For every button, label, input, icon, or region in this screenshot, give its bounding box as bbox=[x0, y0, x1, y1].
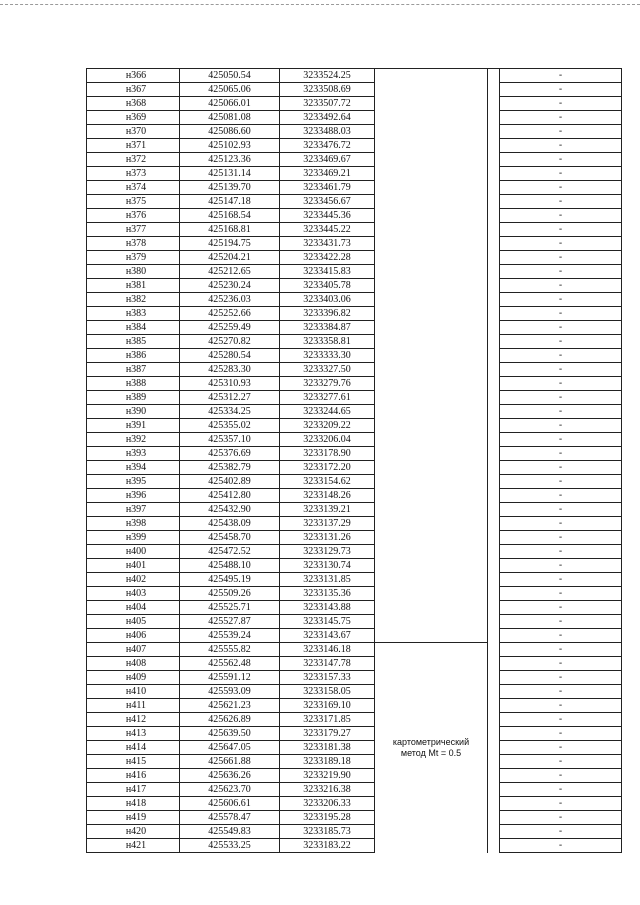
y-coordinate-cell: 3233461.79 bbox=[280, 181, 375, 195]
x-coordinate-cell: 425578.47 bbox=[180, 811, 280, 825]
x-coordinate-cell: 425458.70 bbox=[180, 531, 280, 545]
dash-cell: - bbox=[500, 755, 622, 769]
dash-cell: - bbox=[500, 251, 622, 265]
point-name-cell: н409 bbox=[87, 671, 180, 685]
point-name-cell: н395 bbox=[87, 475, 180, 489]
method-cell-empty bbox=[375, 69, 488, 643]
y-coordinate-cell: 3233431.73 bbox=[280, 237, 375, 251]
x-coordinate-cell: 425280.54 bbox=[180, 349, 280, 363]
table-row bbox=[87, 783, 622, 797]
dash-cell: - bbox=[500, 741, 622, 755]
x-coordinate-cell: 425086.60 bbox=[180, 125, 280, 139]
table-row bbox=[87, 83, 622, 97]
y-coordinate-cell: 3233145.75 bbox=[280, 615, 375, 629]
table-row bbox=[87, 727, 622, 741]
y-coordinate-cell: 3233178.90 bbox=[280, 447, 375, 461]
point-name-cell: н374 bbox=[87, 181, 180, 195]
point-name-cell: н418 bbox=[87, 797, 180, 811]
table-row bbox=[87, 517, 622, 531]
point-name-cell: н370 bbox=[87, 125, 180, 139]
point-name-cell: н386 bbox=[87, 349, 180, 363]
x-coordinate-cell: 425647.05 bbox=[180, 741, 280, 755]
x-coordinate-cell: 425139.70 bbox=[180, 181, 280, 195]
dash-cell: - bbox=[500, 545, 622, 559]
y-coordinate-cell: 3233219.90 bbox=[280, 769, 375, 783]
y-coordinate-cell: 3233524.25 bbox=[280, 69, 375, 83]
dash-cell: - bbox=[500, 349, 622, 363]
x-coordinate-cell: 425533.25 bbox=[180, 839, 280, 853]
dash-cell: - bbox=[500, 559, 622, 573]
x-coordinate-cell: 425252.66 bbox=[180, 307, 280, 321]
point-name-cell: н399 bbox=[87, 531, 180, 545]
x-coordinate-cell: 425310.93 bbox=[180, 377, 280, 391]
dash-cell: - bbox=[500, 125, 622, 139]
y-coordinate-cell: 3233137.29 bbox=[280, 517, 375, 531]
dash-cell: - bbox=[500, 615, 622, 629]
y-coordinate-cell: 3233333.30 bbox=[280, 349, 375, 363]
y-coordinate-cell: 3233507.72 bbox=[280, 97, 375, 111]
x-coordinate-cell: 425527.87 bbox=[180, 615, 280, 629]
table-row bbox=[87, 475, 622, 489]
dash-cell: - bbox=[500, 713, 622, 727]
point-name-cell: н366 bbox=[87, 69, 180, 83]
x-coordinate-cell: 425204.21 bbox=[180, 251, 280, 265]
table-row bbox=[87, 713, 622, 727]
point-name-cell: н392 bbox=[87, 433, 180, 447]
dash-cell: - bbox=[500, 335, 622, 349]
table-row bbox=[87, 839, 622, 853]
dash-cell: - bbox=[500, 517, 622, 531]
dash-cell: - bbox=[500, 769, 622, 783]
dash-cell: - bbox=[500, 405, 622, 419]
x-coordinate-cell: 425661.88 bbox=[180, 755, 280, 769]
x-coordinate-cell: 425549.83 bbox=[180, 825, 280, 839]
point-name-cell: н404 bbox=[87, 601, 180, 615]
x-coordinate-cell: 425555.82 bbox=[180, 643, 280, 657]
point-name-cell: н376 bbox=[87, 209, 180, 223]
x-coordinate-cell: 425081.08 bbox=[180, 111, 280, 125]
point-name-cell: н406 bbox=[87, 629, 180, 643]
table-row bbox=[87, 307, 622, 321]
y-coordinate-cell: 3233456.67 bbox=[280, 195, 375, 209]
table-row bbox=[87, 797, 622, 811]
x-coordinate-cell: 425066.01 bbox=[180, 97, 280, 111]
point-name-cell: н411 bbox=[87, 699, 180, 713]
coordinates-table-body bbox=[87, 69, 622, 853]
x-coordinate-cell: 425334.25 bbox=[180, 405, 280, 419]
dash-cell: - bbox=[500, 391, 622, 405]
x-coordinate-cell: 425472.52 bbox=[180, 545, 280, 559]
x-coordinate-cell: 425212.65 bbox=[180, 265, 280, 279]
table-row bbox=[87, 433, 622, 447]
y-coordinate-cell: 3233422.28 bbox=[280, 251, 375, 265]
point-name-cell: н400 bbox=[87, 545, 180, 559]
y-coordinate-cell: 3233279.76 bbox=[280, 377, 375, 391]
table-row bbox=[87, 167, 622, 181]
table-row bbox=[87, 405, 622, 419]
point-name-cell: н375 bbox=[87, 195, 180, 209]
point-name-cell: н379 bbox=[87, 251, 180, 265]
x-coordinate-cell: 425147.18 bbox=[180, 195, 280, 209]
y-coordinate-cell: 3233171.85 bbox=[280, 713, 375, 727]
column-gap bbox=[488, 69, 500, 853]
y-coordinate-cell: 3233158.05 bbox=[280, 685, 375, 699]
table-row bbox=[87, 755, 622, 769]
y-coordinate-cell: 3233148.26 bbox=[280, 489, 375, 503]
x-coordinate-cell: 425102.93 bbox=[180, 139, 280, 153]
dash-cell: - bbox=[500, 223, 622, 237]
point-name-cell: н373 bbox=[87, 167, 180, 181]
dash-cell: - bbox=[500, 111, 622, 125]
y-coordinate-cell: 3233209.22 bbox=[280, 419, 375, 433]
y-coordinate-cell: 3233139.21 bbox=[280, 503, 375, 517]
table-row bbox=[87, 293, 622, 307]
y-coordinate-cell: 3233130.74 bbox=[280, 559, 375, 573]
point-name-cell: н410 bbox=[87, 685, 180, 699]
y-coordinate-cell: 3233327.50 bbox=[280, 363, 375, 377]
dash-cell: - bbox=[500, 797, 622, 811]
y-coordinate-cell: 3233445.22 bbox=[280, 223, 375, 237]
x-coordinate-cell: 425591.12 bbox=[180, 671, 280, 685]
table-row bbox=[87, 615, 622, 629]
y-coordinate-cell: 3233135.36 bbox=[280, 587, 375, 601]
dash-cell: - bbox=[500, 363, 622, 377]
dash-cell: - bbox=[500, 293, 622, 307]
x-coordinate-cell: 425194.75 bbox=[180, 237, 280, 251]
x-coordinate-cell: 425432.90 bbox=[180, 503, 280, 517]
dash-cell: - bbox=[500, 601, 622, 615]
table-row bbox=[87, 489, 622, 503]
table-row bbox=[87, 279, 622, 293]
table-row bbox=[87, 111, 622, 125]
dash-cell: - bbox=[500, 671, 622, 685]
table-row bbox=[87, 657, 622, 671]
dash-cell: - bbox=[500, 377, 622, 391]
table-row bbox=[87, 251, 622, 265]
point-name-cell: н416 bbox=[87, 769, 180, 783]
dash-cell: - bbox=[500, 139, 622, 153]
x-coordinate-cell: 425606.61 bbox=[180, 797, 280, 811]
x-coordinate-cell: 425412.80 bbox=[180, 489, 280, 503]
point-name-cell: н403 bbox=[87, 587, 180, 601]
table-row bbox=[87, 153, 622, 167]
table-row bbox=[87, 195, 622, 209]
table-row bbox=[87, 601, 622, 615]
y-coordinate-cell: 3233195.28 bbox=[280, 811, 375, 825]
dash-cell: - bbox=[500, 181, 622, 195]
dash-cell: - bbox=[500, 629, 622, 643]
dash-cell: - bbox=[500, 811, 622, 825]
table-row bbox=[87, 685, 622, 699]
point-name-cell: н372 bbox=[87, 153, 180, 167]
y-coordinate-cell: 3233358.81 bbox=[280, 335, 375, 349]
x-coordinate-cell: 425168.81 bbox=[180, 223, 280, 237]
y-coordinate-cell: 3233492.64 bbox=[280, 111, 375, 125]
dash-cell: - bbox=[500, 685, 622, 699]
point-name-cell: н389 bbox=[87, 391, 180, 405]
dash-cell: - bbox=[500, 573, 622, 587]
point-name-cell: н408 bbox=[87, 657, 180, 671]
x-coordinate-cell: 425626.89 bbox=[180, 713, 280, 727]
point-name-cell: н397 bbox=[87, 503, 180, 517]
table-row bbox=[87, 125, 622, 139]
point-name-cell: н369 bbox=[87, 111, 180, 125]
table-row bbox=[87, 321, 622, 335]
table-row bbox=[87, 461, 622, 475]
dash-cell: - bbox=[500, 503, 622, 517]
table-row bbox=[87, 643, 622, 657]
dash-cell: - bbox=[500, 321, 622, 335]
table-row bbox=[87, 545, 622, 559]
method-cell bbox=[375, 643, 488, 853]
point-name-cell: н415 bbox=[87, 755, 180, 769]
table-row bbox=[87, 69, 622, 83]
page-header-rule bbox=[0, 4, 640, 5]
point-name-cell: н385 bbox=[87, 335, 180, 349]
table-row bbox=[87, 769, 622, 783]
point-name-cell: н371 bbox=[87, 139, 180, 153]
point-name-cell: н402 bbox=[87, 573, 180, 587]
y-coordinate-cell: 3233403.06 bbox=[280, 293, 375, 307]
point-name-cell: н401 bbox=[87, 559, 180, 573]
y-coordinate-cell: 3233172.20 bbox=[280, 461, 375, 475]
table-row bbox=[87, 573, 622, 587]
point-name-cell: н384 bbox=[87, 321, 180, 335]
point-name-cell: н394 bbox=[87, 461, 180, 475]
table-row bbox=[87, 97, 622, 111]
method-line-2: метод Mt = 0.5 bbox=[400, 747, 462, 758]
point-name-cell: н398 bbox=[87, 517, 180, 531]
dash-cell: - bbox=[500, 209, 622, 223]
table-row bbox=[87, 181, 622, 195]
x-coordinate-cell: 425376.69 bbox=[180, 447, 280, 461]
dash-cell: - bbox=[500, 587, 622, 601]
dash-cell: - bbox=[500, 307, 622, 321]
x-coordinate-cell: 425438.09 bbox=[180, 517, 280, 531]
point-name-cell: н414 bbox=[87, 741, 180, 755]
x-coordinate-cell: 425123.36 bbox=[180, 153, 280, 167]
dash-cell: - bbox=[500, 727, 622, 741]
table-row bbox=[87, 531, 622, 545]
x-coordinate-cell: 425621.23 bbox=[180, 699, 280, 713]
x-coordinate-cell: 425525.71 bbox=[180, 601, 280, 615]
x-coordinate-cell: 425562.48 bbox=[180, 657, 280, 671]
y-coordinate-cell: 3233445.36 bbox=[280, 209, 375, 223]
x-coordinate-cell: 425495.19 bbox=[180, 573, 280, 587]
x-coordinate-cell: 425259.49 bbox=[180, 321, 280, 335]
point-name-cell: н377 bbox=[87, 223, 180, 237]
dash-cell: - bbox=[500, 475, 622, 489]
x-coordinate-cell: 425050.54 bbox=[180, 69, 280, 83]
y-coordinate-cell: 3233131.26 bbox=[280, 531, 375, 545]
y-coordinate-cell: 3233143.67 bbox=[280, 629, 375, 643]
dash-cell: - bbox=[500, 825, 622, 839]
table-row bbox=[87, 559, 622, 573]
dash-cell: - bbox=[500, 419, 622, 433]
point-name-cell: н412 bbox=[87, 713, 180, 727]
x-coordinate-cell: 425065.06 bbox=[180, 83, 280, 97]
method-line-1: картометрический bbox=[392, 736, 470, 747]
dash-cell: - bbox=[500, 657, 622, 671]
y-coordinate-cell: 3233216.38 bbox=[280, 783, 375, 797]
point-name-cell: н378 bbox=[87, 237, 180, 251]
table-row bbox=[87, 377, 622, 391]
point-name-cell: н387 bbox=[87, 363, 180, 377]
point-name-cell: н407 bbox=[87, 643, 180, 657]
y-coordinate-cell: 3233185.73 bbox=[280, 825, 375, 839]
dash-cell: - bbox=[500, 839, 622, 853]
point-name-cell: н383 bbox=[87, 307, 180, 321]
y-coordinate-cell: 3233244.65 bbox=[280, 405, 375, 419]
y-coordinate-cell: 3233147.78 bbox=[280, 657, 375, 671]
y-coordinate-cell: 3233476.72 bbox=[280, 139, 375, 153]
y-coordinate-cell: 3233396.82 bbox=[280, 307, 375, 321]
dash-cell: - bbox=[500, 97, 622, 111]
point-name-cell: н405 bbox=[87, 615, 180, 629]
x-coordinate-cell: 425382.79 bbox=[180, 461, 280, 475]
point-name-cell: н390 bbox=[87, 405, 180, 419]
point-name-cell: н367 bbox=[87, 83, 180, 97]
dash-cell: - bbox=[500, 531, 622, 545]
coordinates-table bbox=[86, 68, 622, 853]
y-coordinate-cell: 3233189.18 bbox=[280, 755, 375, 769]
point-name-cell: н388 bbox=[87, 377, 180, 391]
table-row bbox=[87, 699, 622, 713]
dash-cell: - bbox=[500, 237, 622, 251]
x-coordinate-cell: 425636.26 bbox=[180, 769, 280, 783]
point-name-cell: н420 bbox=[87, 825, 180, 839]
dash-cell: - bbox=[500, 83, 622, 97]
table-row bbox=[87, 447, 622, 461]
x-coordinate-cell: 425509.26 bbox=[180, 587, 280, 601]
table-row bbox=[87, 335, 622, 349]
table-row bbox=[87, 265, 622, 279]
y-coordinate-cell: 3233169.10 bbox=[280, 699, 375, 713]
dash-cell: - bbox=[500, 699, 622, 713]
point-name-cell: н391 bbox=[87, 419, 180, 433]
point-name-cell: н413 bbox=[87, 727, 180, 741]
table-row bbox=[87, 503, 622, 517]
point-name-cell: н380 bbox=[87, 265, 180, 279]
dash-cell: - bbox=[500, 153, 622, 167]
table-row bbox=[87, 363, 622, 377]
x-coordinate-cell: 425593.09 bbox=[180, 685, 280, 699]
point-name-cell: н381 bbox=[87, 279, 180, 293]
y-coordinate-cell: 3233154.62 bbox=[280, 475, 375, 489]
x-coordinate-cell: 425539.24 bbox=[180, 629, 280, 643]
y-coordinate-cell: 3233206.04 bbox=[280, 433, 375, 447]
dash-cell: - bbox=[500, 643, 622, 657]
table-row bbox=[87, 741, 622, 755]
x-coordinate-cell: 425355.02 bbox=[180, 419, 280, 433]
y-coordinate-cell: 3233415.83 bbox=[280, 265, 375, 279]
dash-cell: - bbox=[500, 489, 622, 503]
y-coordinate-cell: 3233405.78 bbox=[280, 279, 375, 293]
x-coordinate-cell: 425312.27 bbox=[180, 391, 280, 405]
table-row bbox=[87, 419, 622, 433]
table-row bbox=[87, 825, 622, 839]
point-name-cell: н417 bbox=[87, 783, 180, 797]
table-row bbox=[87, 237, 622, 251]
y-coordinate-cell: 3233469.21 bbox=[280, 167, 375, 181]
table-row bbox=[87, 349, 622, 363]
y-coordinate-cell: 3233131.85 bbox=[280, 573, 375, 587]
x-coordinate-cell: 425131.14 bbox=[180, 167, 280, 181]
y-coordinate-cell: 3233181.38 bbox=[280, 741, 375, 755]
x-coordinate-cell: 425402.89 bbox=[180, 475, 280, 489]
x-coordinate-cell: 425357.10 bbox=[180, 433, 280, 447]
table-row bbox=[87, 139, 622, 153]
x-coordinate-cell: 425236.03 bbox=[180, 293, 280, 307]
dash-cell: - bbox=[500, 195, 622, 209]
y-coordinate-cell: 3233508.69 bbox=[280, 83, 375, 97]
dash-cell: - bbox=[500, 167, 622, 181]
x-coordinate-cell: 425168.54 bbox=[180, 209, 280, 223]
table-row bbox=[87, 391, 622, 405]
table-row bbox=[87, 811, 622, 825]
dash-cell: - bbox=[500, 783, 622, 797]
y-coordinate-cell: 3233179.27 bbox=[280, 727, 375, 741]
x-coordinate-cell: 425623.70 bbox=[180, 783, 280, 797]
point-name-cell: н393 bbox=[87, 447, 180, 461]
point-name-cell: н419 bbox=[87, 811, 180, 825]
point-name-cell: н421 bbox=[87, 839, 180, 853]
y-coordinate-cell: 3233488.03 bbox=[280, 125, 375, 139]
y-coordinate-cell: 3233469.67 bbox=[280, 153, 375, 167]
dash-cell: - bbox=[500, 461, 622, 475]
point-name-cell: н396 bbox=[87, 489, 180, 503]
y-coordinate-cell: 3233146.18 bbox=[280, 643, 375, 657]
y-coordinate-cell: 3233277.61 bbox=[280, 391, 375, 405]
x-coordinate-cell: 425639.50 bbox=[180, 727, 280, 741]
dash-cell: - bbox=[500, 265, 622, 279]
x-coordinate-cell: 425283.30 bbox=[180, 363, 280, 377]
x-coordinate-cell: 425488.10 bbox=[180, 559, 280, 573]
y-coordinate-cell: 3233384.87 bbox=[280, 321, 375, 335]
dash-cell: - bbox=[500, 433, 622, 447]
dash-cell: - bbox=[500, 69, 622, 83]
point-name-cell: н368 bbox=[87, 97, 180, 111]
table-row bbox=[87, 629, 622, 643]
table-row bbox=[87, 671, 622, 685]
y-coordinate-cell: 3233206.33 bbox=[280, 797, 375, 811]
y-coordinate-cell: 3233143.88 bbox=[280, 601, 375, 615]
dash-cell: - bbox=[500, 279, 622, 293]
dash-cell: - bbox=[500, 447, 622, 461]
table-row bbox=[87, 223, 622, 237]
point-name-cell: н382 bbox=[87, 293, 180, 307]
y-coordinate-cell: 3233183.22 bbox=[280, 839, 375, 853]
x-coordinate-cell: 425270.82 bbox=[180, 335, 280, 349]
y-coordinate-cell: 3233157.33 bbox=[280, 671, 375, 685]
y-coordinate-cell: 3233129.73 bbox=[280, 545, 375, 559]
table-row bbox=[87, 209, 622, 223]
x-coordinate-cell: 425230.24 bbox=[180, 279, 280, 293]
table-row bbox=[87, 587, 622, 601]
